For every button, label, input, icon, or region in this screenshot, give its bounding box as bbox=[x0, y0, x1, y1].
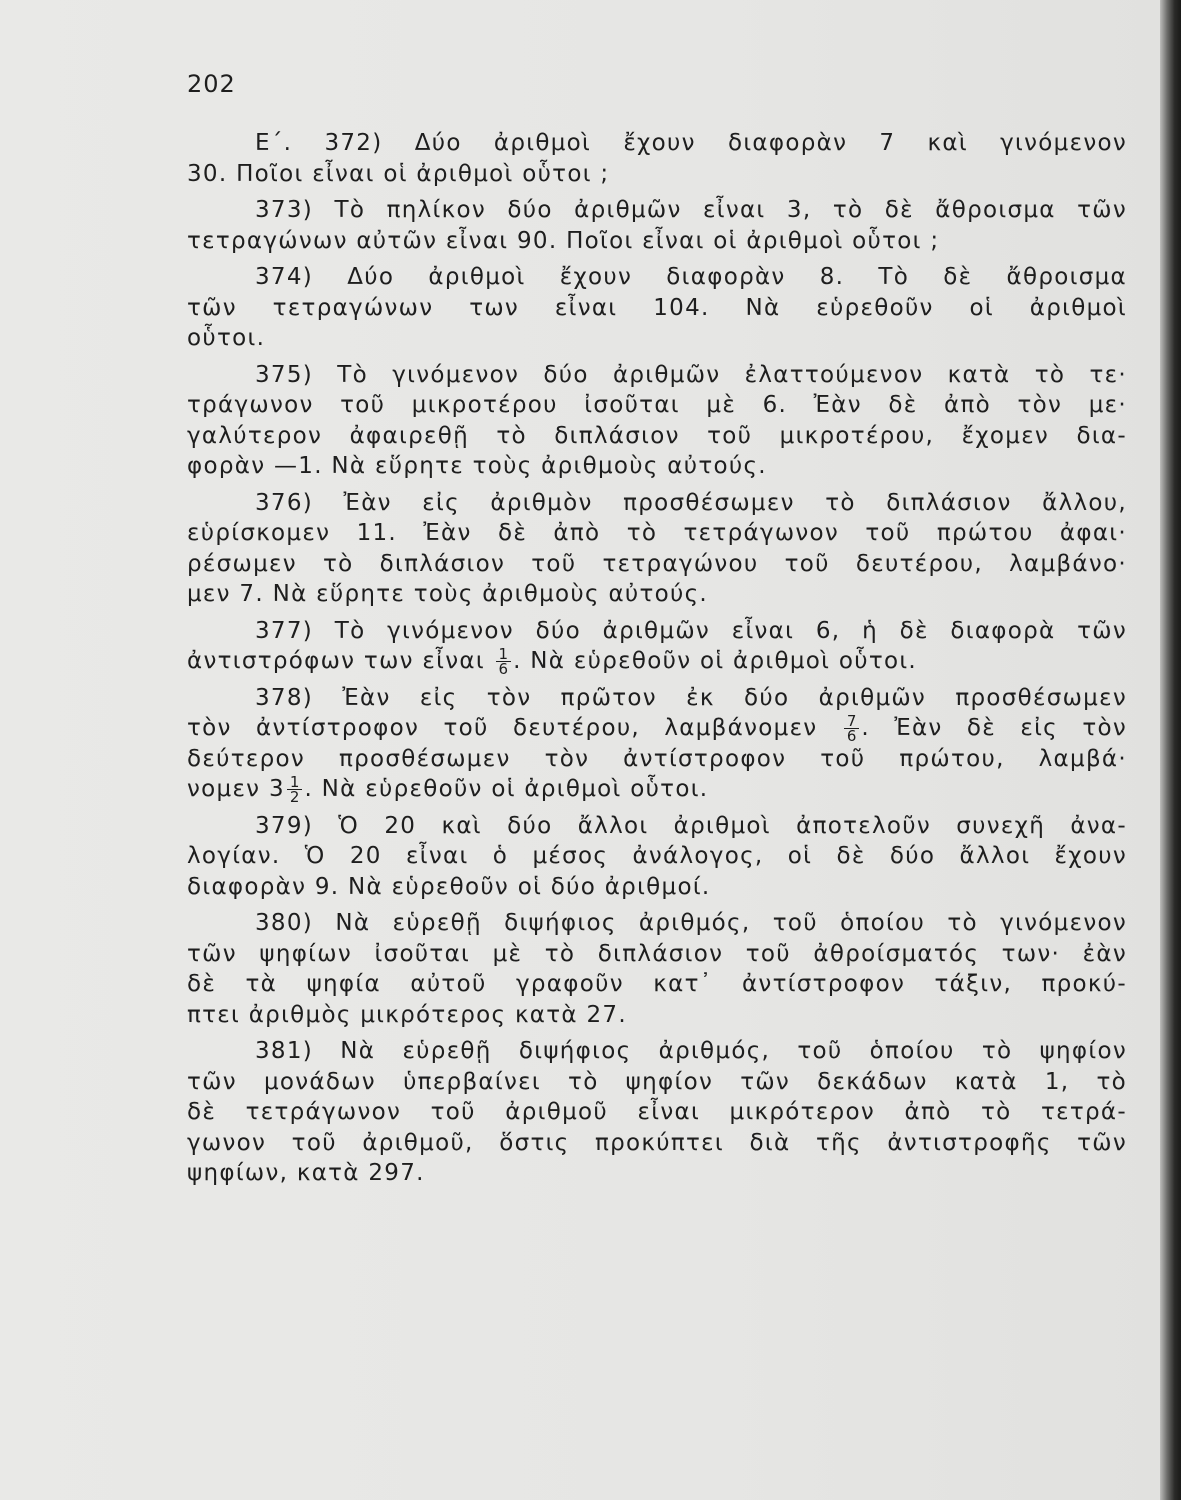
text-line: 374) Δύο ἀριθμοὶ ἔχουν διαφορὰν 8. Τὸ δὲ ἄθροισμα bbox=[255, 264, 1127, 290]
text-line: 373) Τὸ πηλίκον δύο ἀριθμῶν εἶναι 3, τὸ δὲ ἄθροισμα τῶν bbox=[255, 197, 1127, 223]
text-line: πτει ἀριθμὸς μικρότερος κατὰ 27. bbox=[187, 1001, 627, 1028]
text-line: δὲ τετράγωνον τοῦ ἀριθμοῦ εἶναι μικρότερον ἀπὸ τὸ τετρά- bbox=[187, 1099, 1127, 1125]
text-line: ψηφίων, κατὰ 297. bbox=[187, 1160, 425, 1186]
text-line: φορὰν —1. Νὰ εὕρητε τοὺς ἀριθμοὺς αὐτούς. bbox=[187, 453, 767, 479]
text-line: εὑρίσκομεν 11. Ἐὰν δὲ ἀπὸ τὸ τετράγωνον τοῦ πρώτου ἀφαι· bbox=[187, 520, 1127, 546]
fraction-denominator: 6 bbox=[846, 727, 857, 745]
problem-376 bbox=[187, 488, 1127, 610]
text-segment: ἀντιστρόφων των εἶναι bbox=[187, 648, 485, 674]
text-line: τῶν ψηφίων ἰσοῦται μὲ τὸ διπλάσιον τοῦ ἀθροίσματός των· ἐὰν bbox=[187, 940, 1127, 967]
text-line: δὲ τὰ ψηφία αὐτοῦ γραφοῦν κατ᾽ ἀντίστροφον τάξιν, προκύ- bbox=[187, 971, 1127, 997]
problem-375 bbox=[187, 360, 1127, 482]
problem-377 bbox=[187, 616, 1127, 677]
problem-381 bbox=[187, 1036, 1127, 1189]
text-line: 378) Ἐὰν εἰς τὸν πρῶτον ἐκ δύο ἀριθμῶν προσθέσωμεν bbox=[255, 684, 1127, 711]
problem-374 bbox=[187, 262, 1127, 354]
text-line: τετραγώνων αὐτῶν εἶναι 90. Ποῖοι εἶναι οἱ ἀριθμοὶ οὗτοι ; bbox=[187, 227, 940, 254]
text-segment: . Νὰ εὑρεθοῦν οἱ ἀριθμοὶ οὗτοι. bbox=[304, 776, 709, 802]
fraction-numerator: 1 bbox=[496, 647, 512, 662]
text-line-with-fraction bbox=[187, 774, 1127, 805]
text-line: 375) Τὸ γινόμενον δύο ἀριθμῶν ἐλαττούμενον κατὰ τὸ τε· bbox=[255, 361, 1127, 388]
fraction-denominator: 2 bbox=[289, 788, 300, 806]
fraction-numerator: 7 bbox=[844, 714, 860, 729]
fraction bbox=[496, 647, 512, 676]
fraction bbox=[287, 775, 303, 804]
text-line: οὗτοι. bbox=[187, 325, 266, 351]
text-line: γωνον τοῦ ἀριθμοῦ, ὅστις προκύπτει διὰ τῆς ἀντιστροφῆς τῶν bbox=[187, 1129, 1127, 1156]
problem-list bbox=[187, 128, 1127, 1195]
text-line: δεύτερον προσθέσωμεν τὸν ἀντίστροφον τοῦ πρώτου, λαμβά· bbox=[187, 745, 1127, 772]
text-line-with-fraction bbox=[187, 646, 1127, 677]
text-line: μεν 7. Νὰ εὕρητε τοὺς ἀριθμοὺς αὐτούς. bbox=[187, 581, 709, 607]
problem-378 bbox=[187, 683, 1127, 805]
text-line: 380) Νὰ εὑρεθῇ διψήφιος ἀριθμός, τοῦ ὁποίου τὸ γινόμενον bbox=[255, 910, 1127, 936]
text-line: τῶν μονάδων ὑπερβαίνει τὸ ψηφίον τῶν δεκάδων κατὰ 1, τὸ bbox=[187, 1068, 1127, 1095]
text-line: 381) Νὰ εὑρεθῇ διψήφιος ἀριθμός, τοῦ ὁποίου τὸ ψηφίον bbox=[255, 1038, 1127, 1064]
problem-372 bbox=[187, 128, 1127, 189]
text-line: 379) Ὁ 20 καὶ δύο ἄλλοι ἀριθμοὶ ἀποτελοῦν συνεχῆ ἀνα- bbox=[255, 812, 1127, 839]
fraction-numerator: 1 bbox=[287, 775, 303, 790]
text-line-with-fraction bbox=[187, 713, 1127, 744]
text-line: 30. Ποῖοι εἶναι οἱ ἀριθμοὶ οὗτοι ; bbox=[187, 160, 610, 187]
fraction bbox=[844, 714, 860, 743]
problem-379 bbox=[187, 811, 1127, 903]
text-line: Ε΄. 372) Δύο ἀριθμοὶ ἔχουν διαφορὰν 7 καὶ γινόμενον bbox=[255, 130, 1127, 156]
text-line: τράγωνον τοῦ μικροτέρου ἰσοῦται μὲ 6. Ἐὰν δὲ ἀπὸ τὸν με· bbox=[187, 392, 1127, 418]
page-number: 202 bbox=[187, 70, 236, 98]
text-segment: νομεν 3 bbox=[187, 776, 285, 802]
text-line: ρέσωμεν τὸ διπλάσιον τοῦ τετραγώνου τοῦ δευτέρου, λαμβάνο· bbox=[187, 550, 1127, 577]
text-line: 376) Ἐὰν εἰς ἀριθμὸν προσθέσωμεν τὸ διπλάσιον ἄλλου, bbox=[255, 489, 1127, 516]
text-segment: . Ἐὰν δὲ εἰς τὸν bbox=[861, 715, 1127, 741]
problem-373 bbox=[187, 195, 1127, 256]
text-segment: . Νὰ εὑρεθοῦν οἱ ἀριθμοὶ οὗτοι. bbox=[513, 648, 918, 674]
problem-380 bbox=[187, 908, 1127, 1030]
text-line: διαφορὰν 9. Νὰ εὑρεθοῦν οἱ δύο ἀριθμοί. bbox=[187, 873, 711, 900]
text-line: τῶν τετραγώνων των εἶναι 104. Νὰ εὑρεθοῦν οἱ ἀριθμοὶ bbox=[187, 294, 1127, 321]
text-line: 377) Τὸ γινόμενον δύο ἀριθμῶν εἶναι 6, ἡ δὲ διαφορὰ τῶν bbox=[255, 617, 1127, 644]
text-line: γαλύτερον ἀφαιρεθῇ τὸ διπλάσιον τοῦ μικροτέρου, ἔχομεν δια- bbox=[187, 422, 1127, 449]
text-line: λογίαν. Ὁ 20 εἶναι ὁ μέσος ἀνάλογος, οἱ δὲ δύο ἄλλοι ἔχουν bbox=[187, 843, 1127, 869]
fraction-denominator: 6 bbox=[498, 660, 509, 678]
book-binding-edge bbox=[1160, 0, 1181, 1500]
text-segment: τὸν ἀντίστροφον τοῦ δευτέρου, λαμβάνομεν bbox=[187, 715, 818, 741]
